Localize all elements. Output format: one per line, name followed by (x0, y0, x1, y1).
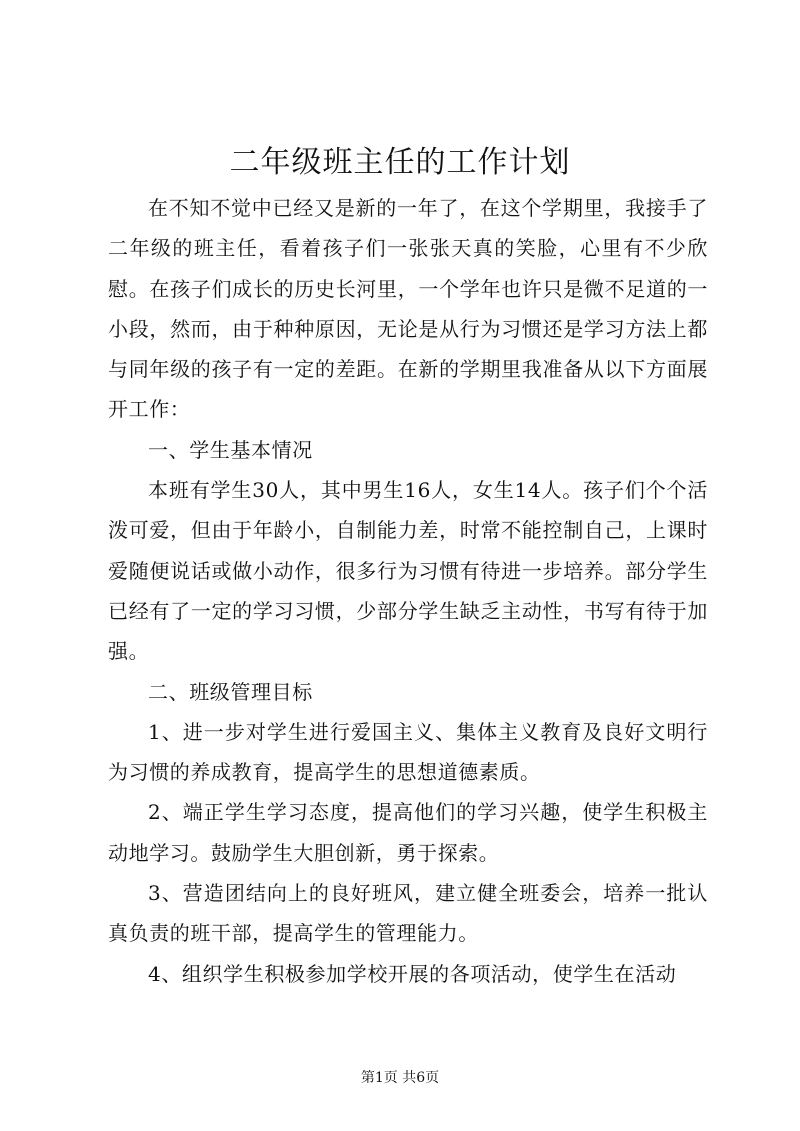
page-title: 二年级班主任的工作计划 (229, 145, 571, 180)
section-heading-management-goals: 二、班级管理目标 (148, 679, 313, 704)
student-info-paragraph: 本班有学生30人，其中男生16人，女生14人。孩子们个个活泼可爱，但由于年龄小，自制能力差，时常不能控制自己，上课时爱随便说话或做小动作，很多行为习惯有待进一步培养。部分学生已经有了一定的学习习惯，少部分学生缺乏主动性，书写有待于加强。 (108, 478, 708, 664)
intro-paragraph: 在不知不觉中已经又是新的一年了，在这个学期里，我接手了二年级的班主任，看着孩子们一张张天真的笑脸，心里有不少欣慰。在孩子们成长的历史长河里，一个学年也许只是微不足道的一小段，然而，由于种种原因，无论是从行为习惯还是学习方法上都与同年级的孩子有一定的差距。在新的学期里我准备从以下方面展开工作： (108, 196, 708, 422)
document-body (108, 188, 708, 994)
section-heading-student-info: 一、学生基本情况 (148, 437, 313, 462)
goal-item-1: 1、进一步对学生进行爱国主义、集体主义教育及良好文明行为习惯的养成教育，提高学生的思想道德素质。 (108, 719, 708, 785)
goal-item-3: 3、营造团结向上的良好班风，建立健全班委会，培养一批认真负责的班干部，提高学生的管理能力。 (108, 881, 708, 946)
goal-item-4: 4、组织学生积极参加学校开展的各项活动，使学生在活动 (148, 961, 677, 986)
goal-item-2: 2、端正学生学习态度，提高他们的学习兴趣，使学生积极主动地学习。鼓励学生大胆创新，勇于探索。 (108, 800, 708, 865)
page-footer: 第1页 共6页 (360, 1070, 440, 1086)
